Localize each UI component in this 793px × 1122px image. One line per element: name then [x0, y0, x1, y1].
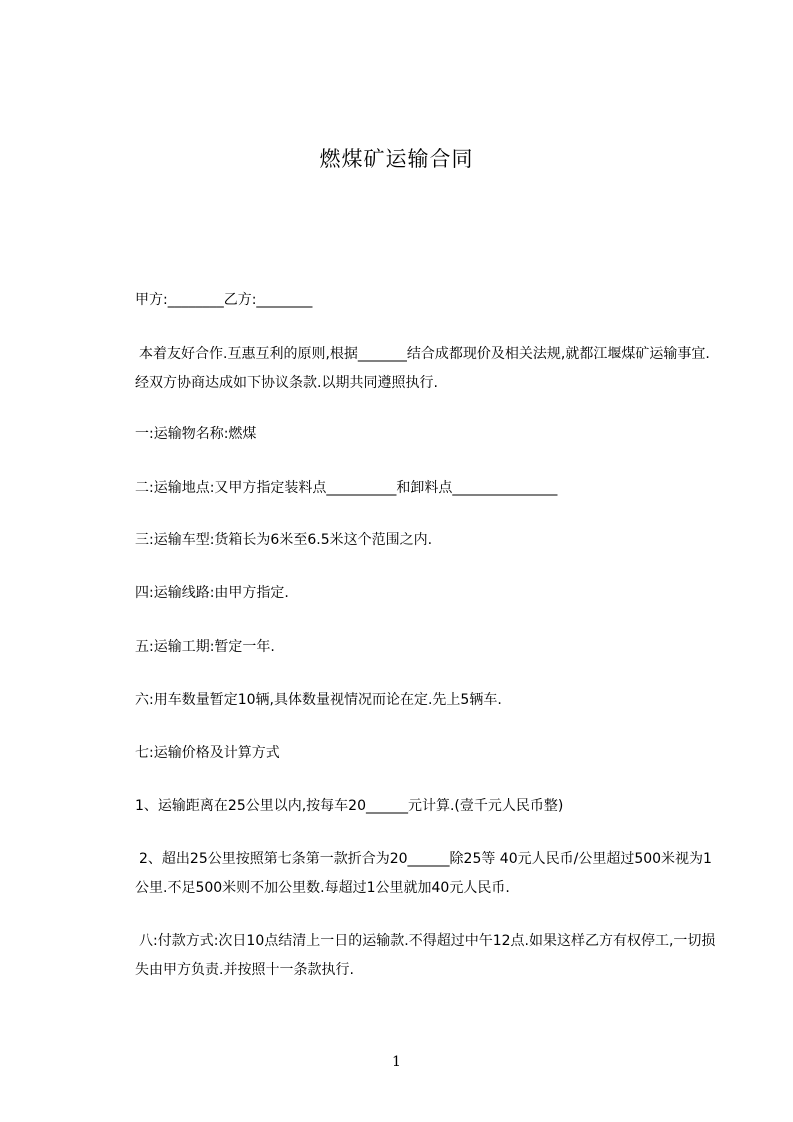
clause-1: 一:运输物名称:燃煤	[135, 426, 257, 442]
document-title: 燃煤矿运输合同	[319, 147, 474, 171]
clause-5: 五:运输工期:暂定一年.	[135, 639, 275, 655]
clause-7-item-1: 1、运输距离在25公里以内,按每车20______元计算.(壹千元人民币整)	[135, 798, 564, 814]
clause-4: 四:运输线路:由甲方指定.	[135, 585, 289, 601]
parties-line: 甲方:________乙方:________	[135, 292, 313, 308]
clause-7: 七:运输价格及计算方式	[135, 745, 280, 761]
clause-7-item-2: 2、超出25公里按照第七条第一款折合为20______除25等 40元人民币/公里超过500米视为1公里.不足500米则不加公里数.每超过1公里就加40元人民币.	[135, 851, 712, 896]
clause-8: 八:付款方式:次日10点结清上一日的运输款.不得超过中午12点.如果这样乙方有权停工,一切损失由甲方负责.并按照十一条款执行.	[135, 933, 716, 978]
intro-paragraph: 本着友好合作.互惠互利的原则,根据_______结合成都现价及相关法规,就都江堰煤矿运输事宜.经双方协商达成如下协议条款.以期共同遵照执行.	[135, 346, 710, 391]
clause-3: 三:运输车型:货箱长为6米至6.5米这个范围之内.	[135, 532, 433, 548]
clause-2: 二:运输地点:又甲方指定装料点__________和卸料点_______________	[135, 480, 558, 496]
clause-6: 六:用车数量暂定10辆,具体数量视情况而论在定.先上5辆车.	[135, 692, 502, 708]
page-number: 1	[392, 1054, 401, 1070]
